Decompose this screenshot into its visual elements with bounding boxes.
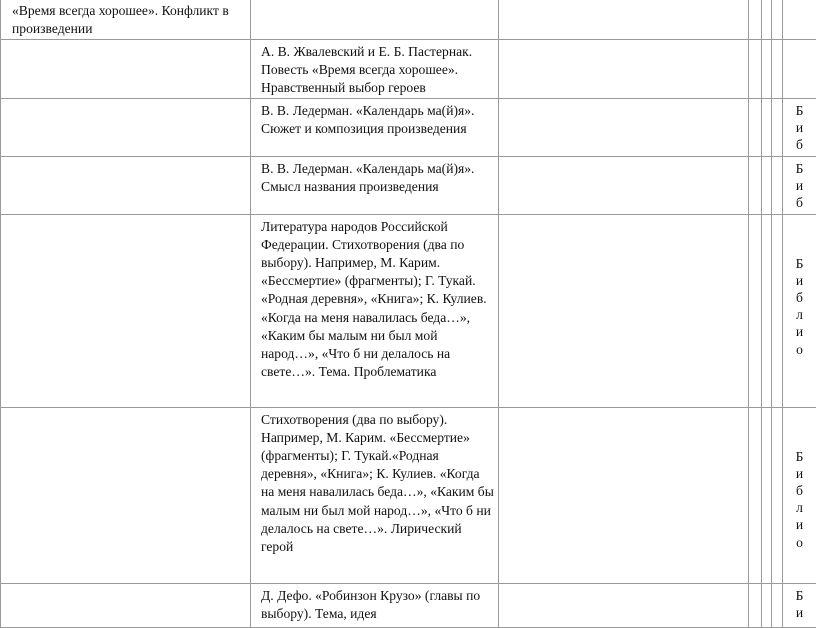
- empty-cell: [749, 40, 762, 99]
- empty-cell: [749, 156, 762, 214]
- resource-letter: и: [783, 465, 816, 482]
- resource-letter: и: [783, 272, 816, 289]
- resource-letter: о: [783, 341, 816, 358]
- empty-cell: [762, 583, 772, 627]
- empty-cell: [772, 40, 783, 99]
- empty-cell: [762, 214, 772, 407]
- lesson-content-cell: А. В. Жвалевский и Е. Б. Пастернак. Повесть «Время всегда хорошее». Нравственный выбор героев: [251, 40, 499, 99]
- empty-cell: [762, 156, 772, 214]
- resource-letter: Б: [783, 160, 816, 177]
- resource-letter: о: [783, 534, 816, 551]
- resource-letter: и: [783, 323, 816, 340]
- empty-cell: [772, 98, 783, 156]
- lesson-content-cell: Стихотворения (два по выбору). Например, М. Карим. «Бессмертие» (фрагменты); Г. Тукай.«Родная деревня», «Книга»; К. Кулиев. «Когда на меня навалилась беда…», «Каким бы малым ни был мой народ…», «Что б ни делалось на свете…». Лирический герой: [251, 407, 499, 583]
- resource-cell: [783, 583, 816, 627]
- lesson-topic-cell: [1, 98, 251, 156]
- lesson-topic-cell: «Время всегда хорошее». Конфликт в произведении: [1, 0, 251, 40]
- empty-cell: [499, 156, 749, 214]
- empty-cell: [772, 214, 783, 407]
- empty-cell: [749, 407, 762, 583]
- empty-cell: [499, 583, 749, 627]
- table-row: [1, 40, 816, 99]
- resource-cell: [783, 156, 816, 214]
- resource-cell: [783, 0, 816, 40]
- resource-letter: Б: [783, 448, 816, 465]
- empty-cell: [762, 98, 772, 156]
- resource-letter: л: [783, 499, 816, 516]
- resource-letter: л: [783, 306, 816, 323]
- lesson-content-cell: В. В. Ледерман. «Календарь ма(й)я». Сюжет и композиция произведения: [251, 98, 499, 156]
- resource-letter: б: [783, 482, 816, 499]
- resource-letter: Б: [783, 255, 816, 272]
- table-row: [1, 583, 816, 627]
- lesson-content-cell: В. В. Ледерман. «Календарь ма(й)я». Смысл названия произведения: [251, 156, 499, 214]
- empty-cell: [772, 156, 783, 214]
- lesson-topic-cell: [1, 407, 251, 583]
- resource-letter: б: [783, 289, 816, 306]
- resource-letter: и: [783, 604, 816, 621]
- resource-letter: Б: [783, 102, 816, 119]
- lesson-topic-cell: [1, 214, 251, 407]
- resource-cell: [783, 40, 816, 99]
- table-row: [1, 407, 816, 583]
- empty-cell: [749, 583, 762, 627]
- resource-letter: Б: [783, 587, 816, 604]
- empty-cell: [749, 98, 762, 156]
- resource-cell: [783, 214, 816, 407]
- table-row: [1, 0, 816, 40]
- table-row: [1, 156, 816, 214]
- resource-cell: [783, 407, 816, 583]
- resource-letter: и: [783, 516, 816, 533]
- empty-cell: [499, 214, 749, 407]
- empty-cell: [772, 407, 783, 583]
- empty-cell: [499, 0, 749, 40]
- empty-cell: [762, 40, 772, 99]
- lesson-topic-cell: [1, 40, 251, 99]
- empty-cell: [762, 407, 772, 583]
- empty-cell: [749, 214, 762, 407]
- empty-cell: [749, 0, 762, 40]
- resource-letter: б: [783, 194, 816, 211]
- lesson-topic-cell: [1, 156, 251, 214]
- empty-cell: [499, 98, 749, 156]
- resource-cell: [783, 98, 816, 156]
- table-body: [1, 0, 816, 627]
- empty-cell: [499, 40, 749, 99]
- lesson-content-cell: Литература народов Российской Федерации. Стихотворения (два по выбору). Например, М. Карим. «Бессмертие» (фрагменты); Г. Тукай. «Родная деревня», «Книга»; К. Кулиев. «Когда на меня навалилась беда…», «Каким бы малым ни был мой народ…», «Что б ни делалось на свете…». Тема. Проблематика: [251, 214, 499, 407]
- resource-letter: и: [783, 119, 816, 136]
- table-row: [1, 98, 816, 156]
- table-row: [1, 214, 816, 407]
- lesson-content-cell: [251, 0, 499, 40]
- resource-letter: и: [783, 177, 816, 194]
- empty-cell: [762, 0, 772, 40]
- empty-cell: [772, 583, 783, 627]
- empty-cell: [499, 407, 749, 583]
- empty-cell: [772, 0, 783, 40]
- lesson-content-cell: Д. Дефо. «Робинзон Крузо» (главы по выбору). Тема, идея: [251, 583, 499, 627]
- resource-letter: б: [783, 136, 816, 153]
- lesson-topic-cell: [1, 583, 251, 627]
